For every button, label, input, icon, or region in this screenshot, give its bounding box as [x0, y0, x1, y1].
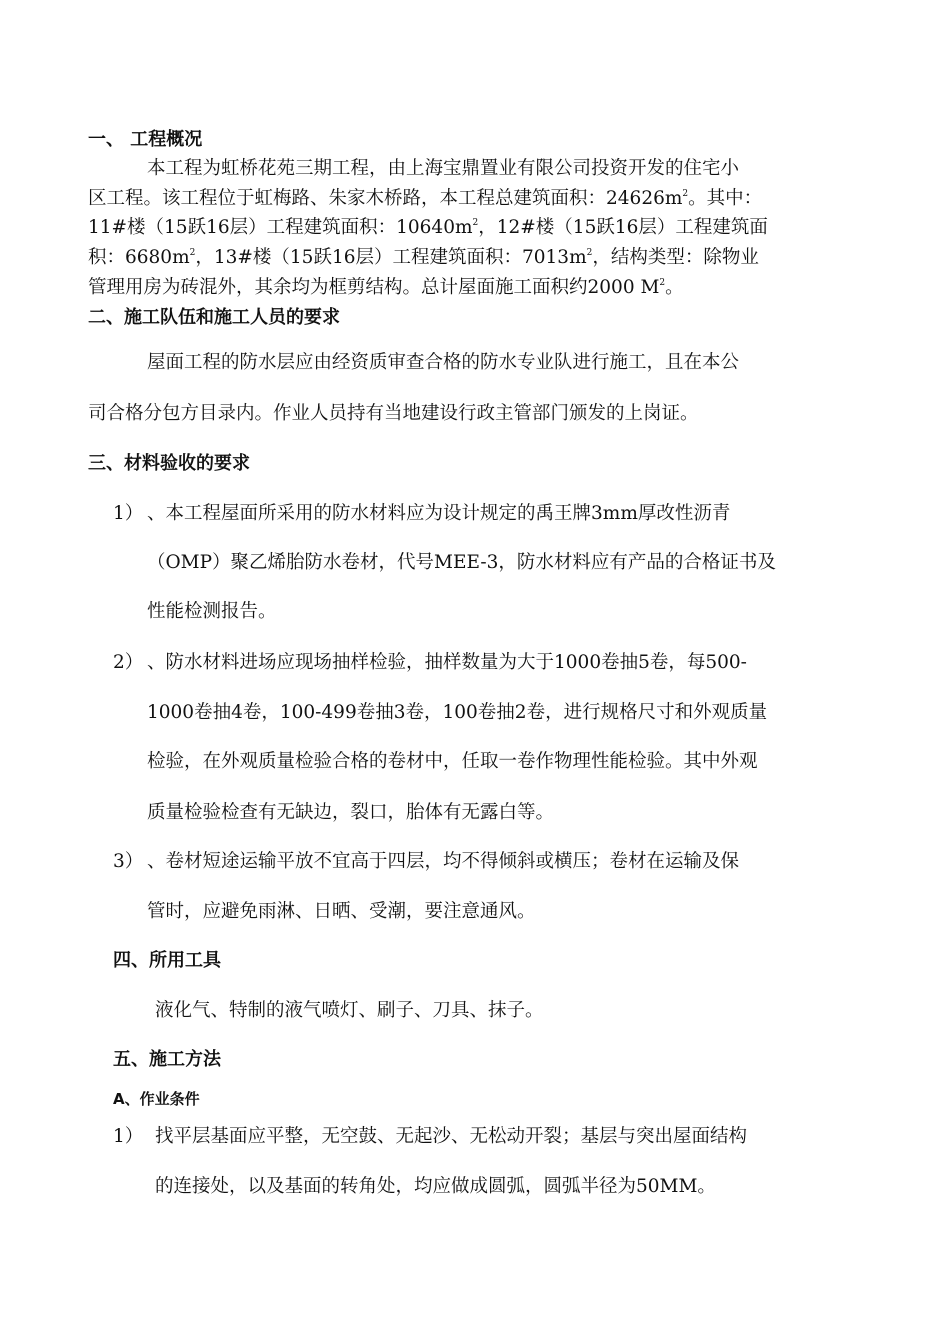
subsection-heading: A、作业条件	[113, 1090, 200, 1108]
list-item-line: 、卷材短途运输平放不宜高于四层，均不得倾斜或横压；卷材在运输及保	[147, 851, 740, 872]
list-number: 1）	[113, 503, 144, 524]
section-heading-team: 二、施工队伍和施工人员的要求	[88, 307, 340, 328]
section-heading-overview: 一、 工程概况	[88, 129, 203, 150]
paragraph-line: 液化气、特制的液气喷灯、刷子、刀具、抹子。	[155, 1000, 544, 1021]
list-item-line: 质量检验检查有无缺边，裂口，胎体有无露白等。	[147, 802, 555, 823]
section-heading-method: 五、施工方法	[113, 1049, 221, 1070]
list-item-line: 检验，在外观质量检验合格的卷材中，任取一卷作物理性能检验。其中外观	[147, 751, 758, 772]
list-item-line: 的连接处，以及基面的转角处，均应做成圆弧，圆弧半径为50MM。	[155, 1176, 716, 1197]
paragraph-line: 11#楼（15跃16层）工程建筑面积：$10640m^2$，12#楼（15跃16层）工程建筑面	[88, 217, 768, 238]
list-item-line: 1000卷抽4卷，100-499卷抽3卷，100卷抽2卷，进行规格尺寸和外观质量	[147, 702, 768, 723]
list-number: 2）	[113, 652, 144, 673]
paragraph-line: 屋面工程的防水层应由经资质审查合格的防水专业队进行施工，且在本公	[147, 352, 740, 373]
section-heading-materials: 三、材料验收的要求	[88, 453, 250, 474]
paragraph-line: 本工程为虹桥花苑三期工程，由上海宝鼎置业有限公司投资开发的住宅小	[147, 158, 740, 179]
list-item-line: 管时，应避免雨淋、日晒、受潮，要注意通风。	[147, 901, 536, 922]
list-item-line: 性能检测报告。	[147, 601, 277, 622]
list-item-line: 、防水材料进场应现场抽样检验，抽样数量为大于1000卷抽5卷，每500-	[147, 652, 747, 673]
list-number: 3）	[113, 851, 144, 872]
paragraph-line: 管理用房为砖混外，其余均为框剪结构。总计屋面施工面积约2000 $M^2$。	[88, 277, 684, 298]
paragraph-line: 区工程。该工程位于虹梅路、朱家木桥路，本工程总建筑面积：$24626m^2$。其中：	[88, 188, 763, 209]
list-item-line: （OMP）聚乙烯胎防水卷材，代号MEE-3，防水材料应有产品的合格证书及	[147, 552, 776, 573]
list-number: 1）	[113, 1126, 144, 1147]
paragraph-line: 司合格分包方目录内。作业人员持有当地建设行政主管部门颁发的上岗证。	[88, 403, 699, 424]
paragraph-line: 积：$6680m^2$，13#楼（15跃16层）工程建筑面积：$7013m^2$，结构类型：除物业	[88, 247, 759, 268]
section-heading-tools: 四、所用工具	[113, 950, 221, 971]
list-item-line: 找平层基面应平整，无空鼓、无起沙、无松动开裂；基层与突出屋面结构	[155, 1126, 748, 1147]
list-item-line: 、本工程屋面所采用的防水材料应为设计规定的禹王牌3mm厚改性沥青	[147, 503, 731, 524]
